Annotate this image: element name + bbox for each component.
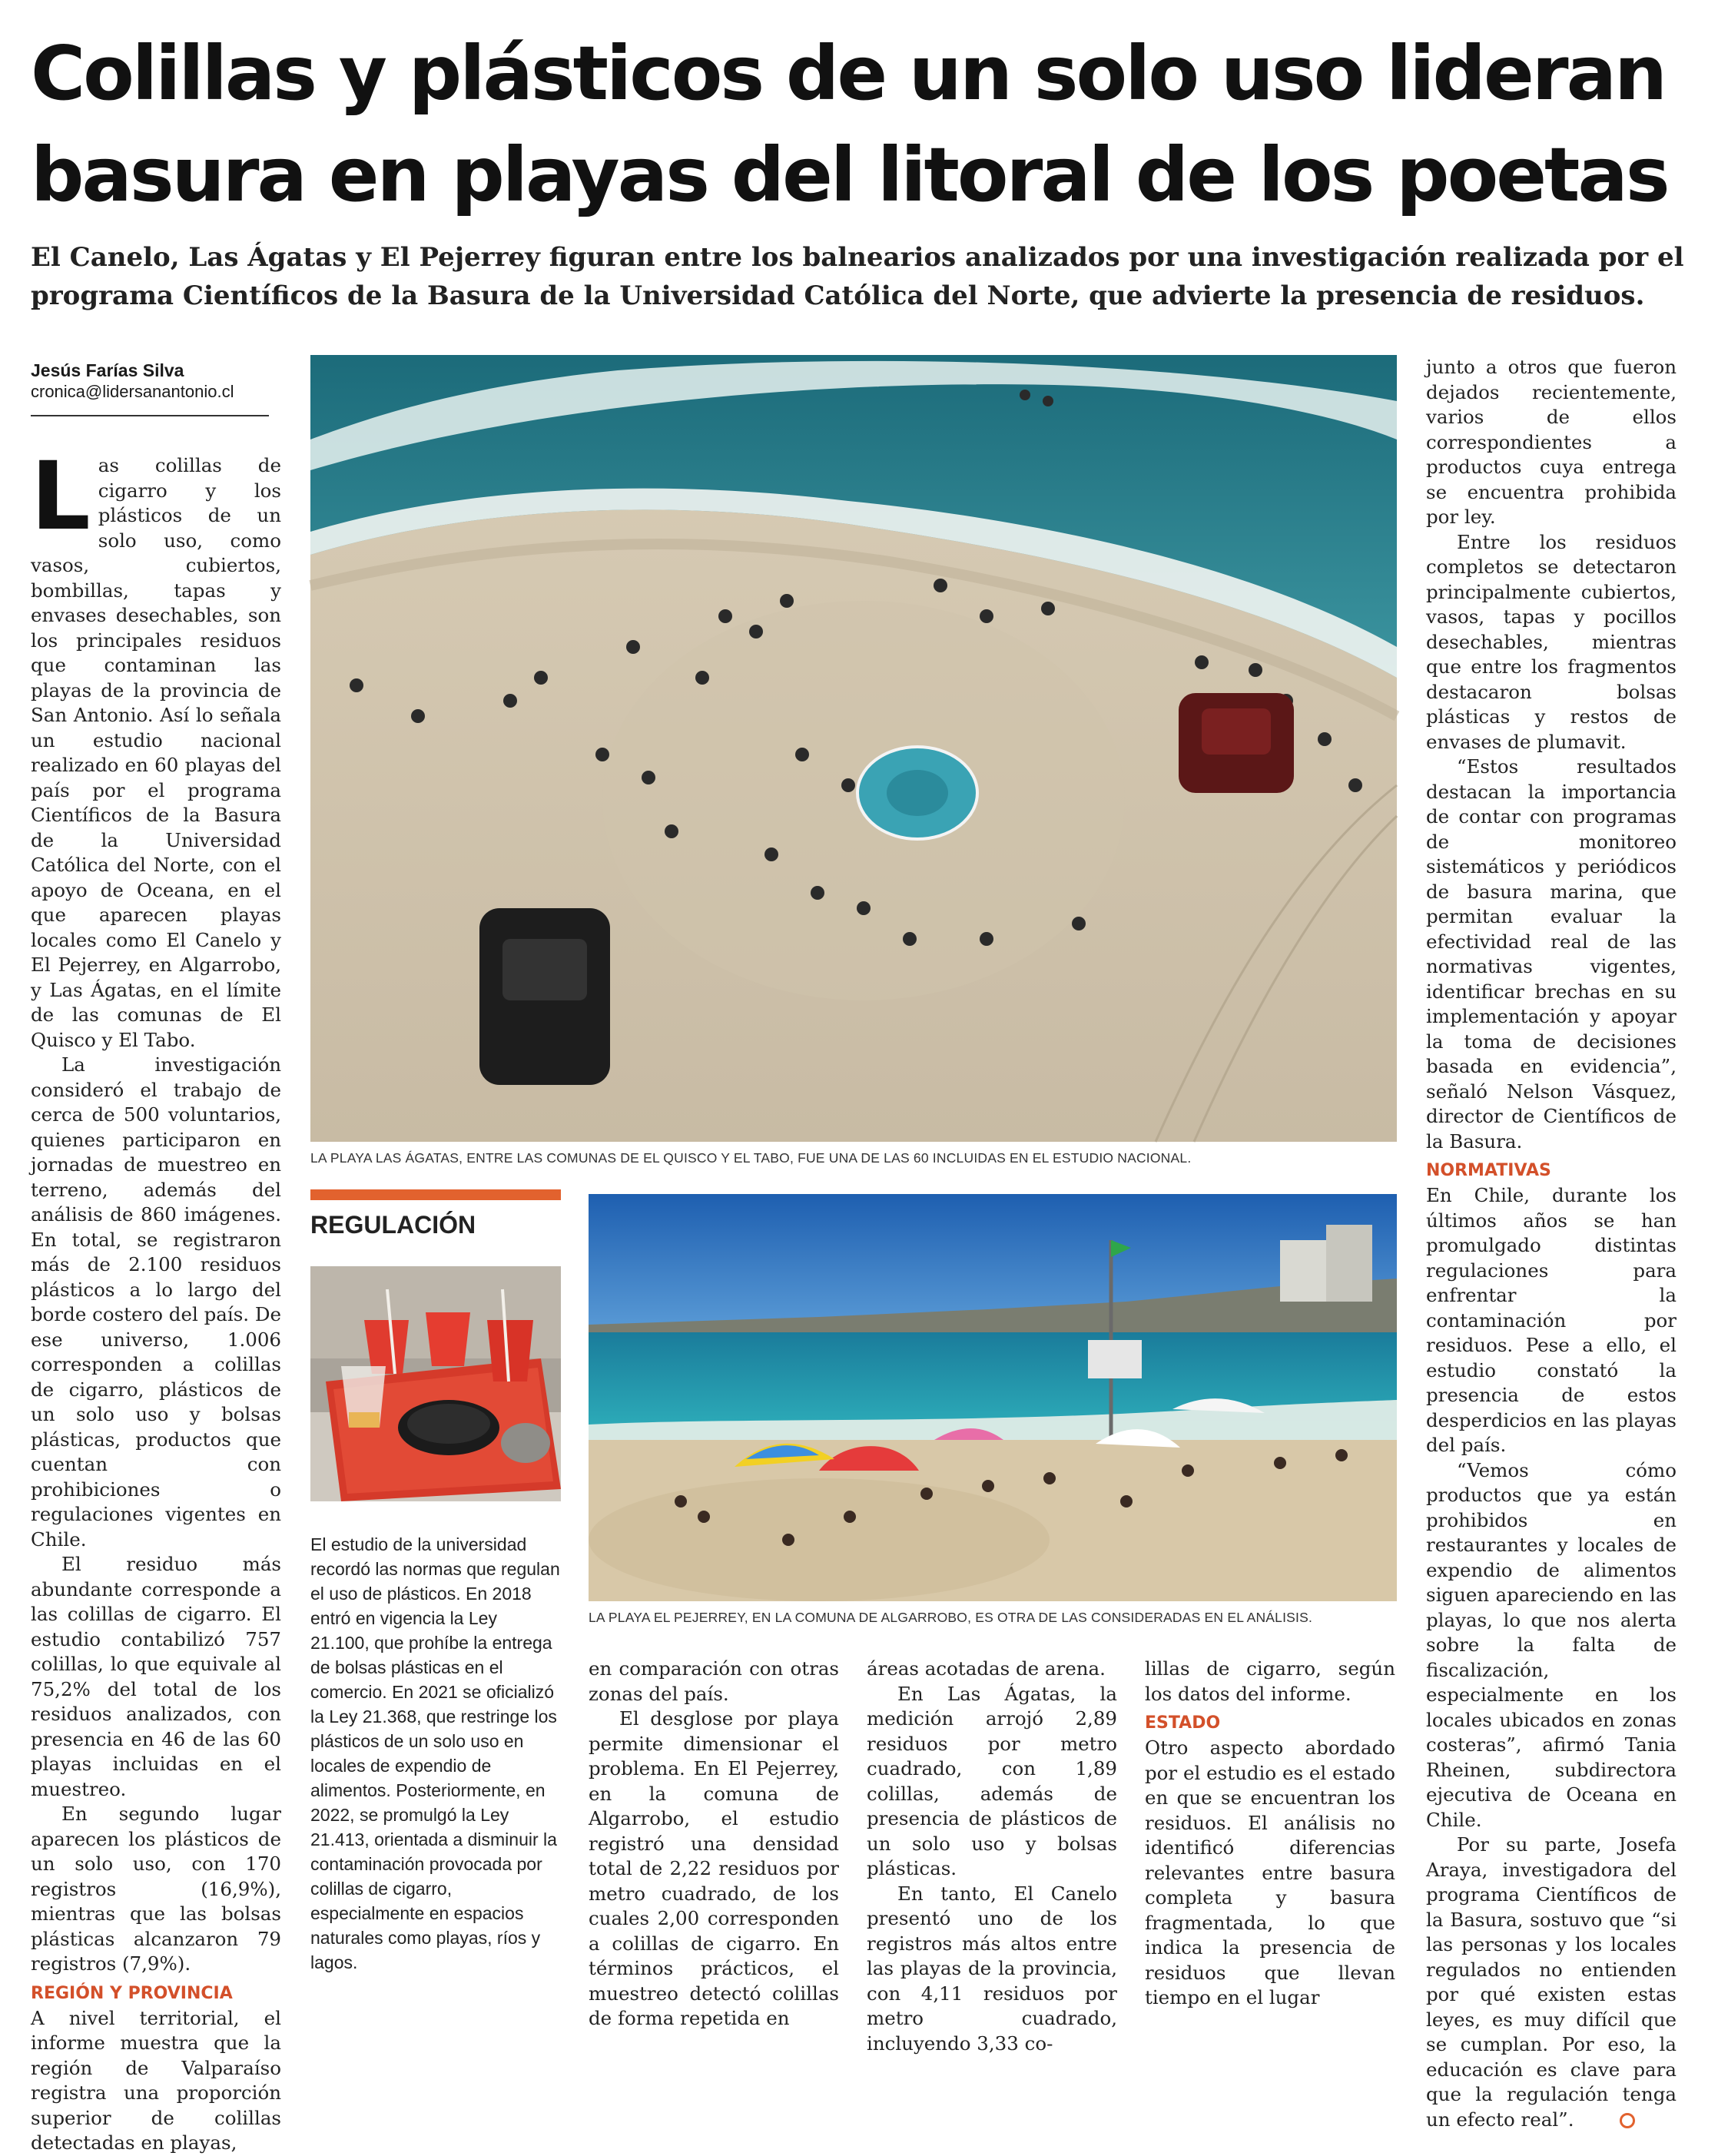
beach-aerial-image (310, 355, 1397, 1142)
paragraph: Entre los residuos completos se detectaron principalmente cubiertos, vasos, tapas y pocillos desechables, mientras que entre los fragmentos destacaron bolsas plásticas y restos de envases de plumavit. (1426, 530, 1677, 753)
paragraph: En Las Ágatas, la medición arrojó 2,89 residuos por metro cuadrado, con 1,89 colillas, además de presencia de plásticos de un solo uso y bolsas plásticas. (867, 1682, 1117, 1879)
section-heading-estado: ESTADO (1145, 1713, 1221, 1733)
byline-divider (31, 415, 269, 416)
plastic-cups-image (310, 1266, 561, 1501)
article-column-3 (589, 1657, 839, 2029)
paragraph: lillas de cigarro, según los datos del informe. (1145, 1657, 1395, 1705)
article-column-4 (867, 1657, 1117, 2055)
headline-line-1: Colillas y plásticos de un solo uso lideran (31, 30, 1666, 117)
subheadline (31, 238, 1690, 315)
section-heading-region: REGIÓN Y PROVINCIA (31, 1983, 233, 2003)
paragraph: La investigación consideró el trabajo de cerca de 500 voluntarios, quienes participaron en jornadas de muestreo en terreno, además del análisis de 860 imágenes. En total, se registraron más de 2.100 residuos plásticos a lo largo del borde costero del país. De ese universo, 1.006 corresponden a colillas de cigarro, plásticos de un solo uso y bolsas plásticas, productos que cuentan con prohibiciones o regulaciones vigentes en Chile. (31, 1053, 281, 1551)
beach-pejerrey-image (589, 1194, 1397, 1601)
byline (31, 360, 269, 403)
photo-el-pejerrey (589, 1194, 1397, 1601)
paragraph: El desglose por playa permite dimensionar el problema. En El Pejerrey, en la comuna de Algarrobo, el estudio registró una densidad total de 2,22 residuos por metro cuadrado, de los cuales 2,00 corresponden a colillas de cigarro. En términos prácticos, el muestreo detectó colillas de forma repetida en (589, 1707, 839, 2029)
paragraph: “Vemos cómo productos que ya están prohibidos en restaurantes y locales de expendio de alimentos siguen apareciendo en las playas, lo que nos alerta sobre la falta de fiscalización, especialmente en los locales ubicados en zonas costeras”, afirmó Tania Rheinen, subdirectora ejecutiva de Oceana en Chile. (1426, 1458, 1677, 1831)
paragraph: Otro aspecto abordado por el estudio es el estado en que se encuentran los residuos. El análisis no identificó diferencias relevantes entre basura completa y basura fragmentada, lo que indica la presencia de residuos que llevan tiempo en el lugar (1145, 1736, 1395, 2008)
paragraph: áreas acotadas de arena. (867, 1657, 1106, 1680)
sidebar-title: REGULACIÓN (310, 1211, 476, 1239)
author-name: Jesús Farías Silva (31, 360, 184, 380)
paragraph: En tanto, El Canelo presentó uno de los registros más altos entre las playas de la provincia, con 4,11 residuos por metro cuadrado, incluyendo 3,33 co- (867, 1882, 1117, 2055)
paragraph: A nivel territorial, el informe muestra que la región de Valparaíso registra una proporción superior de colillas detectadas en playas, (31, 2006, 281, 2154)
paragraph (1426, 1833, 1677, 2132)
subhead-line-1: El Canelo, Las Ágatas y El Pejerrey figuran entre los balnearios analizados por una investigación realizada por el (31, 242, 1684, 273)
photo-caption-el-pejerrey: LA PLAYA EL PEJERREY, EN LA COMUNA DE ALGARROBO, ES OTRA DE LAS CONSIDERADAS EN EL ANÁLISIS. (589, 1610, 1313, 1625)
headline-line-2: basura en playas del litoral de los poetas (31, 131, 1668, 218)
paragraph: En Chile, durante los últimos años se han promulgado distintas regulaciones para enfrentar la contaminación por residuos. Pese a ello, el estudio constató la presencia de estos desperdicios en las playas del país. (1426, 1184, 1677, 1456)
paragraph: junto a otros que fueron dejados recientemente, varios de ellos correspondientes a productos cuya entrega se encuentra prohibida por ley. (1426, 356, 1677, 528)
photo-las-agatas (310, 355, 1397, 1142)
drop-cap: L (31, 442, 91, 551)
article-column-1 (31, 442, 281, 2154)
paragraph: El residuo más abundante corresponde a las colillas de cigarro. El estudio contabilizó 757 colillas, lo que equivale al 75,2% del total de los residuos analizados, con presencia en 46 de las 60 playas incluidas en el muestreo. (31, 1553, 281, 1800)
sidebar-text: El estudio de la universidad recordó las normas que regulan el uso de plásticos. En 2018 entró en vigencia la Ley 21.100, que prohíbe la entrega de bolsas plásticas en el comercio. En 2021 se oficializó la Ley 21.368, que restringe los plásticos de un solo uso en locales de expendio de alimentos. Posteriormente, en 2022, se promulgó la Ley 21.413, orientada a disminuir la contaminación provocada por colillas de cigarro, especialmente en espacios naturales como playas, ríos y lagos. (310, 1534, 560, 1972)
lead-paragraph-text: as colillas de cigarro y los plásticos de un solo uso, como vasos, cubiertos, bombillas, tapas y envases desechables, son los principales residuos que contaminan las playas de la provincia de San Antonio. Así lo señala un estudio nacional realizado en 60 playas del país por el programa Científicos de la Basura de la Universidad Católica del Norte, con el apoyo de Oceana, en el que aparecen playas locales como El Canelo y El Pejerrey, en Algarrobo, y Las Ágatas, en el límite de las comunas de El Quisco y El Tabo. (31, 454, 281, 1051)
sidebar-accent-bar (310, 1189, 561, 1200)
article-column-6 (1426, 355, 1677, 2131)
lead-paragraph (31, 442, 281, 1053)
closing-paragraph-text: Por su parte, Josefa Araya, investigadora del programa Científicos de la Basura, sostuvo que “si las personas y los locales regulados no entienden por qué existen estas leyes, es muy difícil que se cumplan. Por eso, la educación es clave para que la regulación tenga un efecto real”. (1426, 1833, 1677, 2131)
photo-plastic-cups (310, 1266, 561, 1501)
subhead-line-2: programa Científicos de la Basura de la Universidad Católica del Norte, que advierte la presencia de residuos. (31, 280, 1645, 311)
photo-caption-las-agatas: LA PLAYA LAS ÁGATAS, ENTRE LAS COMUNAS DE EL QUISCO Y EL TABO, FUE UNA DE LAS 60 INCLUIDAS EN EL ESTUDIO NACIONAL. (310, 1150, 1192, 1166)
paragraph: En segundo lugar aparecen los plásticos de un solo uso, con 170 registros (16,9%), mientras que las bolsas plásticas alcanzaron 79 registros (7,9%). (31, 1803, 281, 1975)
paragraph: “Estos resultados destacan la importancia de contar con programas de monitoreo sistemáticos y periódicos de basura marina, que permitan evaluar la efectividad real de las normativas vigentes, identificar brechas en su implementación y apoyar la toma de decisiones basada en evidencia”, señaló Nelson Vásquez, director de Científicos de la Basura. (1426, 755, 1677, 1153)
author-email[interactable]: cronica@lidersanantonio.cl (31, 382, 234, 401)
article-column-5 (1145, 1657, 1395, 2008)
end-mark-icon (1620, 2113, 1635, 2128)
section-heading-normativas: NORMATIVAS (1426, 1161, 1551, 1180)
paragraph: en comparación con otras zonas del país. (589, 1657, 839, 1705)
headline (31, 23, 1690, 226)
